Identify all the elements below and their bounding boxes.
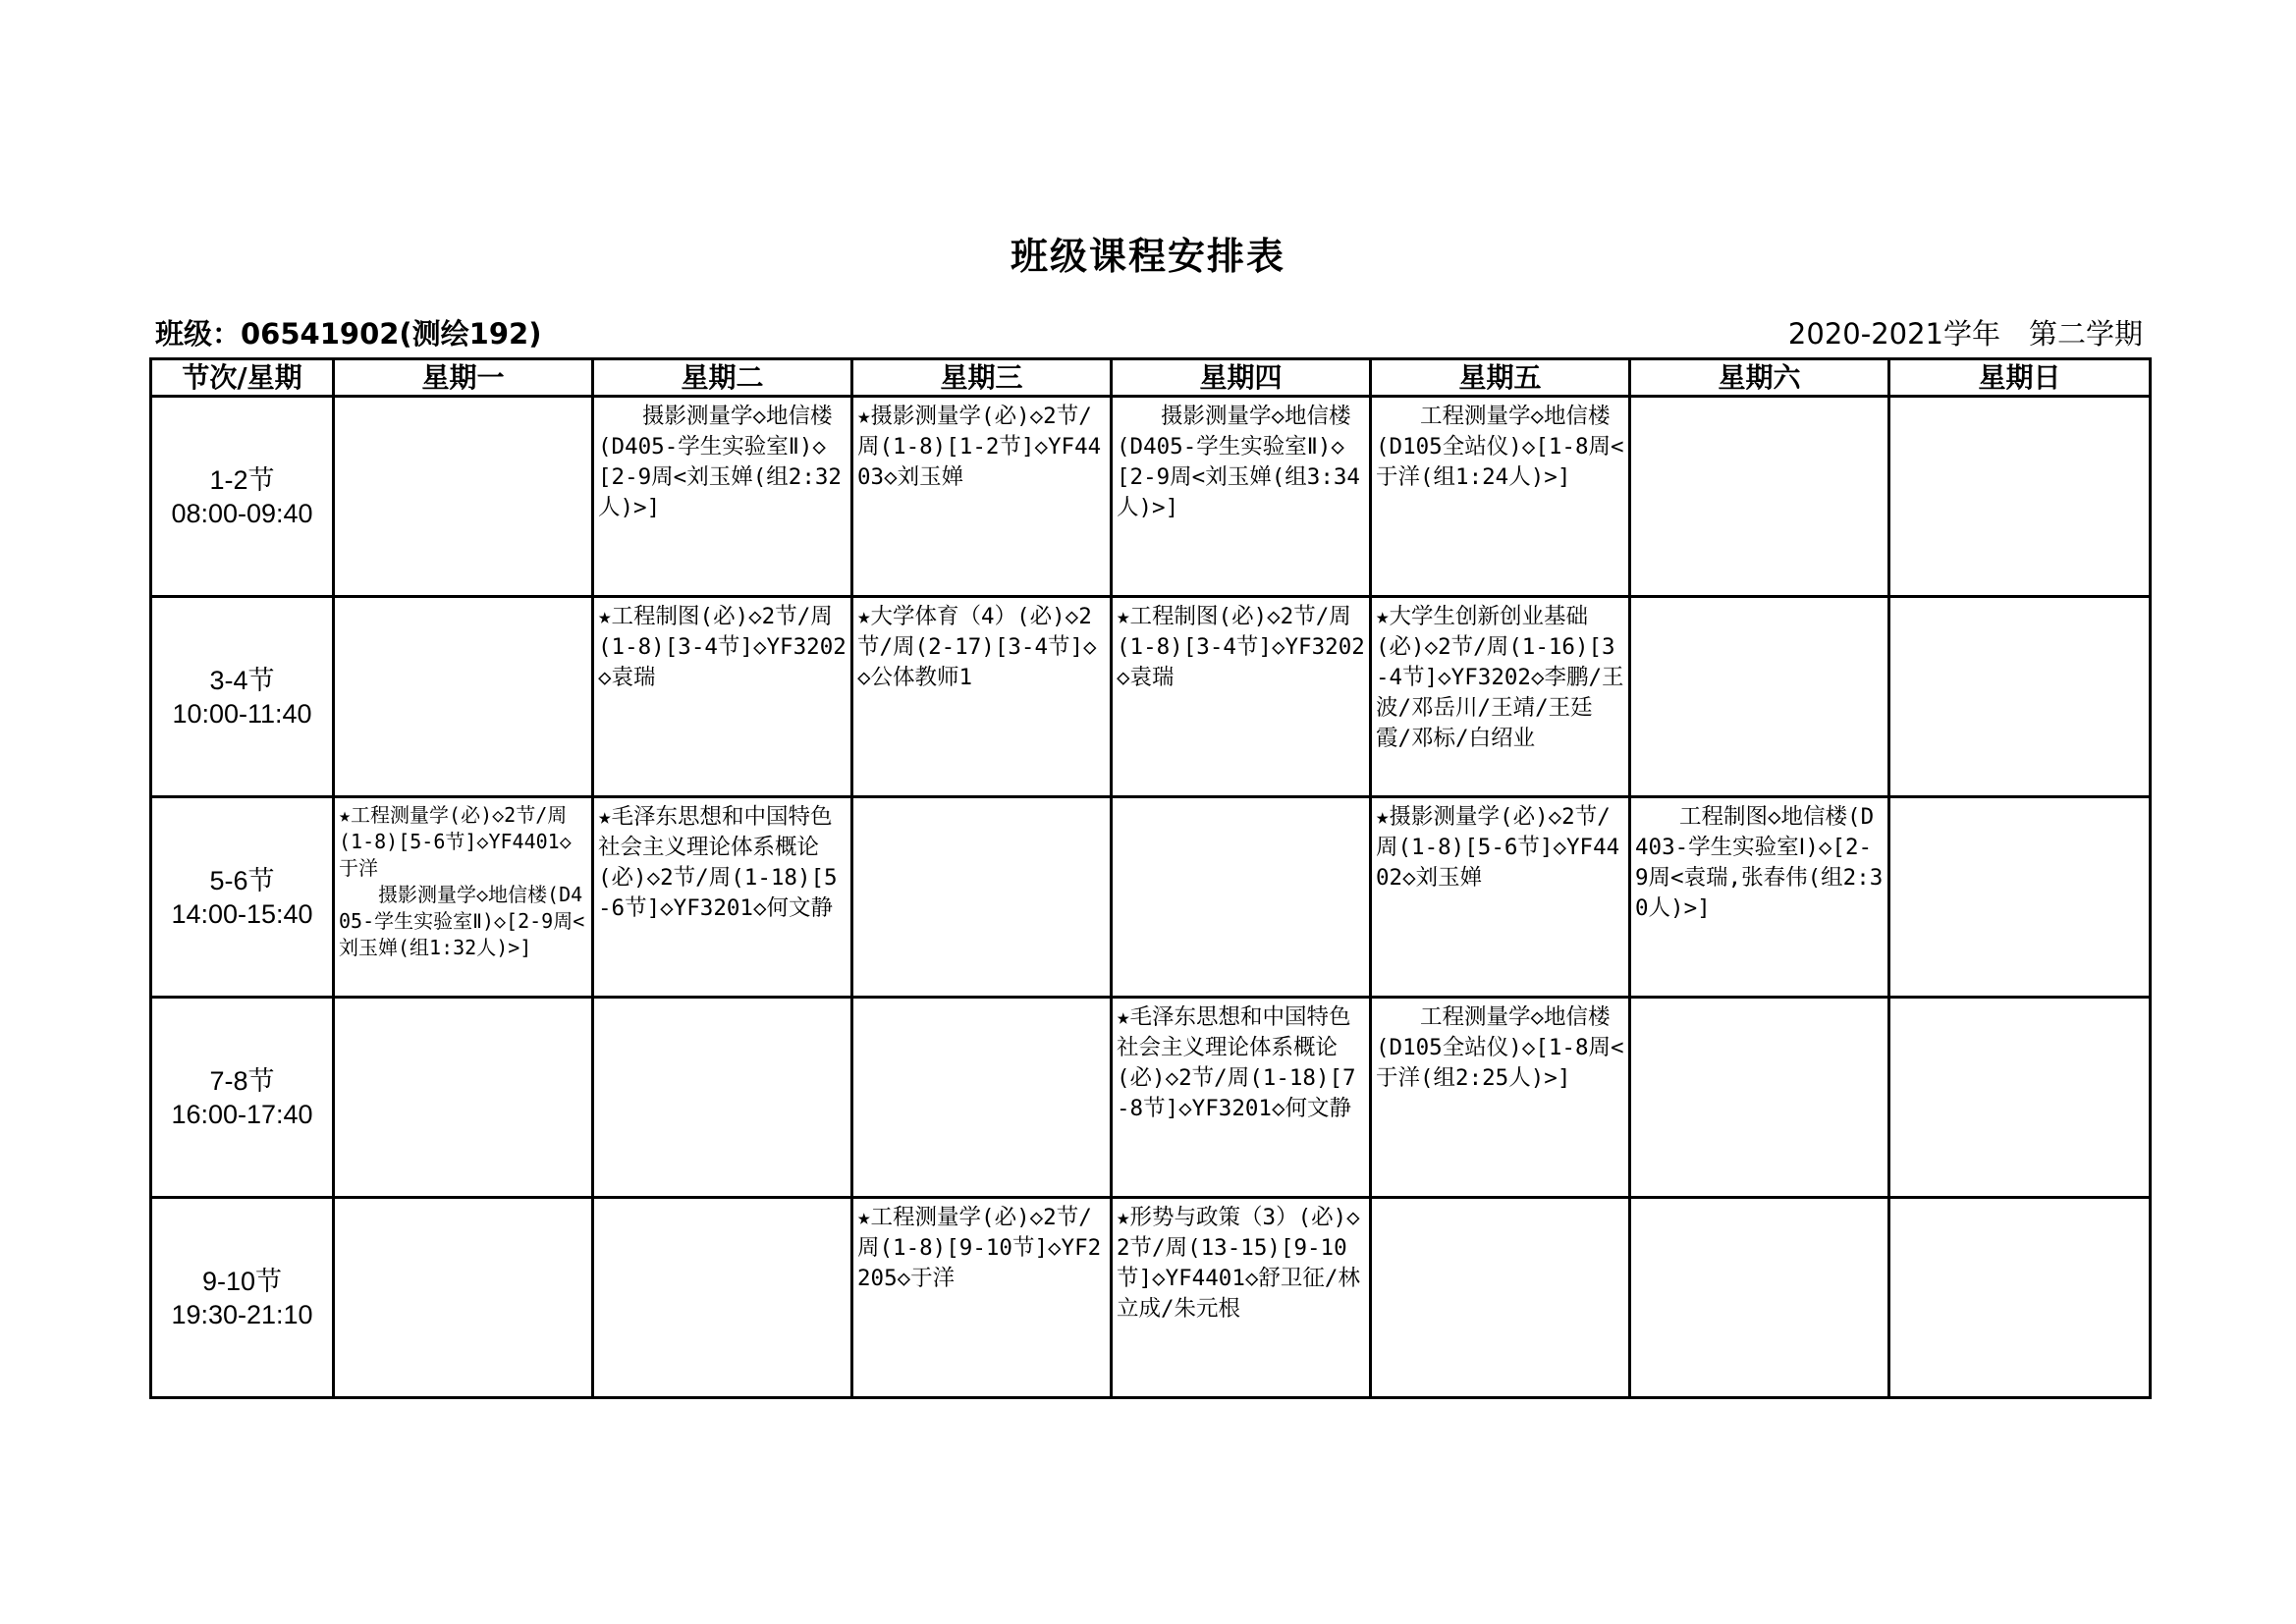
schedule-cell <box>852 998 1112 1198</box>
period-name: 1-2节 <box>209 464 275 495</box>
schedule-cell <box>334 597 593 797</box>
period-cell <box>151 1198 334 1398</box>
schedule-cell <box>334 397 593 597</box>
schedule-cell <box>1630 597 1889 797</box>
schedule-cell <box>1630 797 1889 998</box>
course-entry: 摄影测量学◇地信楼(D405-学生实验室Ⅱ)◇[2-9周<刘玉婵(组1:32人)>] <box>339 883 585 959</box>
period-time: 10:00-11:40 <box>172 698 312 729</box>
schedule-cell <box>1889 597 2151 797</box>
schedule-cell <box>852 397 1112 597</box>
period-cell <box>151 797 334 998</box>
schedule-cell <box>334 797 593 998</box>
schedule-cell <box>852 597 1112 797</box>
schedule-cell <box>852 1198 1112 1398</box>
period-row <box>151 998 2151 1198</box>
period-row <box>151 397 2151 597</box>
timetable <box>149 357 2152 1399</box>
schedule-cell <box>1630 998 1889 1198</box>
period-cell <box>151 397 334 597</box>
period-time: 19:30-21:10 <box>171 1299 313 1329</box>
schedule-cell <box>593 597 852 797</box>
period-row <box>151 797 2151 998</box>
schedule-cell <box>1112 998 1371 1198</box>
schedule-cell <box>1371 1198 1630 1398</box>
course-entry: 工程制图◇地信楼(D403-学生实验室Ⅰ)◇[2-9周<袁瑞,张春伟(组2:30人)>] <box>1635 804 1884 921</box>
course-entry: 摄影测量学◇地信楼(D405-学生实验室Ⅱ)◇[2-9周<刘玉婵(组3:34人)>] <box>1117 404 1360 520</box>
period-cell <box>151 597 334 797</box>
schedule-cell <box>1371 998 1630 1198</box>
class-label: 班级：06541902(测绘192) <box>155 317 542 351</box>
schedule-cell <box>1889 998 2151 1198</box>
day-header: 星期日 <box>1889 359 2151 397</box>
day-header: 星期一 <box>334 359 593 397</box>
schedule-cell <box>1889 797 2151 998</box>
schedule-cell <box>593 1198 852 1398</box>
period-time: 16:00-17:40 <box>171 1099 313 1129</box>
course-entry: ★大学体育（4）(必)◇2节/周(2-17)[3-4节]◇◇公体教师1 <box>857 604 1097 690</box>
day-header: 星期五 <box>1371 359 1630 397</box>
day-header: 星期六 <box>1630 359 1889 397</box>
period-row <box>151 1198 2151 1398</box>
day-header: 星期二 <box>593 359 852 397</box>
schedule-cell <box>1889 1198 2151 1398</box>
course-entry: ★工程制图(必)◇2节/周(1-8)[3-4节]◇YF3202◇袁瑞 <box>1117 604 1365 690</box>
period-name: 7-8节 <box>209 1065 275 1096</box>
schedule-cell <box>593 797 852 998</box>
schedule-cell <box>593 397 852 597</box>
period-time: 08:00-09:40 <box>171 498 313 528</box>
schedule-cell <box>334 998 593 1198</box>
schedule-cell <box>1630 397 1889 597</box>
course-entry: ★形势与政策（3）(必)◇2节/周(13-15)[9-10节]◇YF4401◇舒卫征/林立成/朱元根 <box>1117 1205 1360 1322</box>
schedule-cell <box>1371 597 1630 797</box>
course-entry: 工程测量学◇地信楼(D105全站仪)◇[1-8周<于洋(组1:24人)>] <box>1376 404 1624 490</box>
schedule-cell <box>1371 797 1630 998</box>
course-entry: ★工程测量学(必)◇2节/周(1-8)[5-6节]◇YF4401◇于洋 <box>339 803 572 880</box>
period-name: 3-4节 <box>209 665 275 695</box>
schedule-cell <box>1889 397 2151 597</box>
schedule-cell <box>1112 1198 1371 1398</box>
course-entry: ★毛泽东思想和中国特色社会主义理论体系概论(必)◇2节/周(1-18)[5-6节]◇YF3201◇何文静 <box>598 804 838 921</box>
period-cell <box>151 998 334 1198</box>
corner-header: 节次/星期 <box>151 359 334 397</box>
schedule-cell <box>1371 397 1630 597</box>
course-entry: ★摄影测量学(必)◇2节/周(1-8)[5-6节]◇YF4402◇刘玉婵 <box>1376 804 1620 891</box>
schedule-cell <box>852 797 1112 998</box>
course-entry: ★毛泽东思想和中国特色社会主义理论体系概论(必)◇2节/周(1-18)[7-8节]◇YF3201◇何文静 <box>1117 1004 1356 1121</box>
course-entry: ★工程制图(必)◇2节/周(1-8)[3-4节]◇YF3202◇袁瑞 <box>598 604 847 690</box>
term-label: 2020-2021学年 第二学期 <box>1787 317 2143 351</box>
schedule-cell <box>1630 1198 1889 1398</box>
header-row <box>151 359 2151 397</box>
course-entry: ★摄影测量学(必)◇2节/周(1-8)[1-2节]◇YF4403◇刘玉婵 <box>857 404 1102 490</box>
schedule-cell <box>593 998 852 1198</box>
schedule-cell <box>1112 597 1371 797</box>
period-name: 5-6节 <box>209 865 275 895</box>
day-header: 星期三 <box>852 359 1112 397</box>
schedule-cell <box>1112 797 1371 998</box>
course-entry: 工程测量学◇地信楼(D105全站仪)◇[1-8周<于洋(组2:25人)>] <box>1376 1004 1624 1091</box>
page-title: 班级课程安排表 <box>1010 235 1285 278</box>
period-time: 14:00-15:40 <box>171 898 313 929</box>
period-row <box>151 597 2151 797</box>
course-entry: 摄影测量学◇地信楼(D405-学生实验室Ⅱ)◇[2-9周<刘玉婵(组2:32人)>] <box>598 404 842 520</box>
period-name: 9-10节 <box>201 1266 283 1296</box>
schedule-cell <box>1112 397 1371 597</box>
course-entry: ★大学生创新创业基础(必)◇2节/周(1-16)[3-4节]◇YF3202◇李鹏/王波/邓岳川/王靖/王廷霞/邓标/白绍业 <box>1376 604 1624 751</box>
course-entry: ★工程测量学(必)◇2节/周(1-8)[9-10节]◇YF2205◇于洋 <box>857 1205 1102 1291</box>
schedule-cell <box>334 1198 593 1398</box>
day-header: 星期四 <box>1112 359 1371 397</box>
